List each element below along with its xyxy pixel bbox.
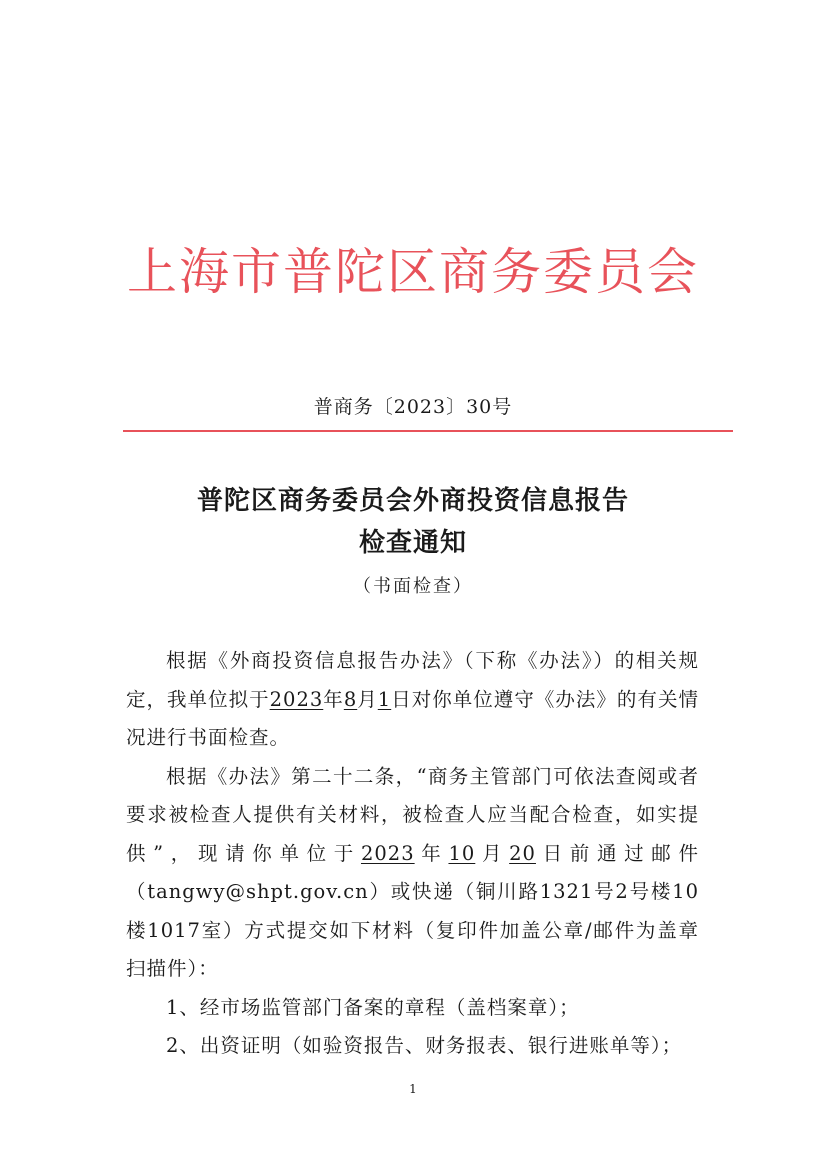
deadline-year: 2023 [360,841,415,865]
deadline-month: 10 [448,841,476,865]
document-title-line-1: 普陀区商务委员会外商投资信息报告 [196,486,629,516]
list-item: 2、出资证明（如验资报告、财务报表、银行进账单等）； [166,1034,683,1057]
inspection-year: 2023 [269,687,324,711]
document-number: 普商务〔2023〕30号 [313,396,513,418]
red-divider-line [123,430,733,432]
para1-text-d: 日对你单位遵守《办法》的有关情况进行书面检查。 [126,687,699,749]
para1-text-c: 月 [357,687,378,711]
para1-text-b: 年 [323,687,344,711]
document-title-line-2: 检查通知 [358,528,467,558]
document-body [126,642,699,1066]
para2-text-d: 日前通过邮件（tangwy@shpt.gov.cn）或快递（铜川路1321号2号楼10楼1017室）方式提交如下材料（复印件加盖公章/邮件为盖章扫描件）： [126,841,699,980]
inspection-day: 1 [377,687,392,711]
paragraph-inspection-notice [126,642,699,758]
para1-text-a: 根据《外商投资信息报告办法》（下称《办法》）的相关规定，我单位拟于 [126,649,699,711]
deadline-day: 20 [509,841,536,865]
para2-text-b: 年 [414,841,449,865]
document-subtitle: （书面检查） [353,576,473,597]
para2-text-c: 月 [475,841,510,865]
para2-text-a: 根据《办法》第二十二条，“商务主管部门可依法查阅或者要求被检查人提供有关材料，被检查人应当配合检查，如实提供”，现请你单位于 [126,764,699,865]
list-item: 1、经市场监管部门备案的章程（盖档案章）； [166,995,580,1019]
issuing-organization-header: 上海市普陀区商务委员会 [127,243,699,301]
paragraph-submission-request [126,758,699,989]
inspection-month: 8 [343,687,358,711]
page-number: 1 [409,1082,417,1096]
